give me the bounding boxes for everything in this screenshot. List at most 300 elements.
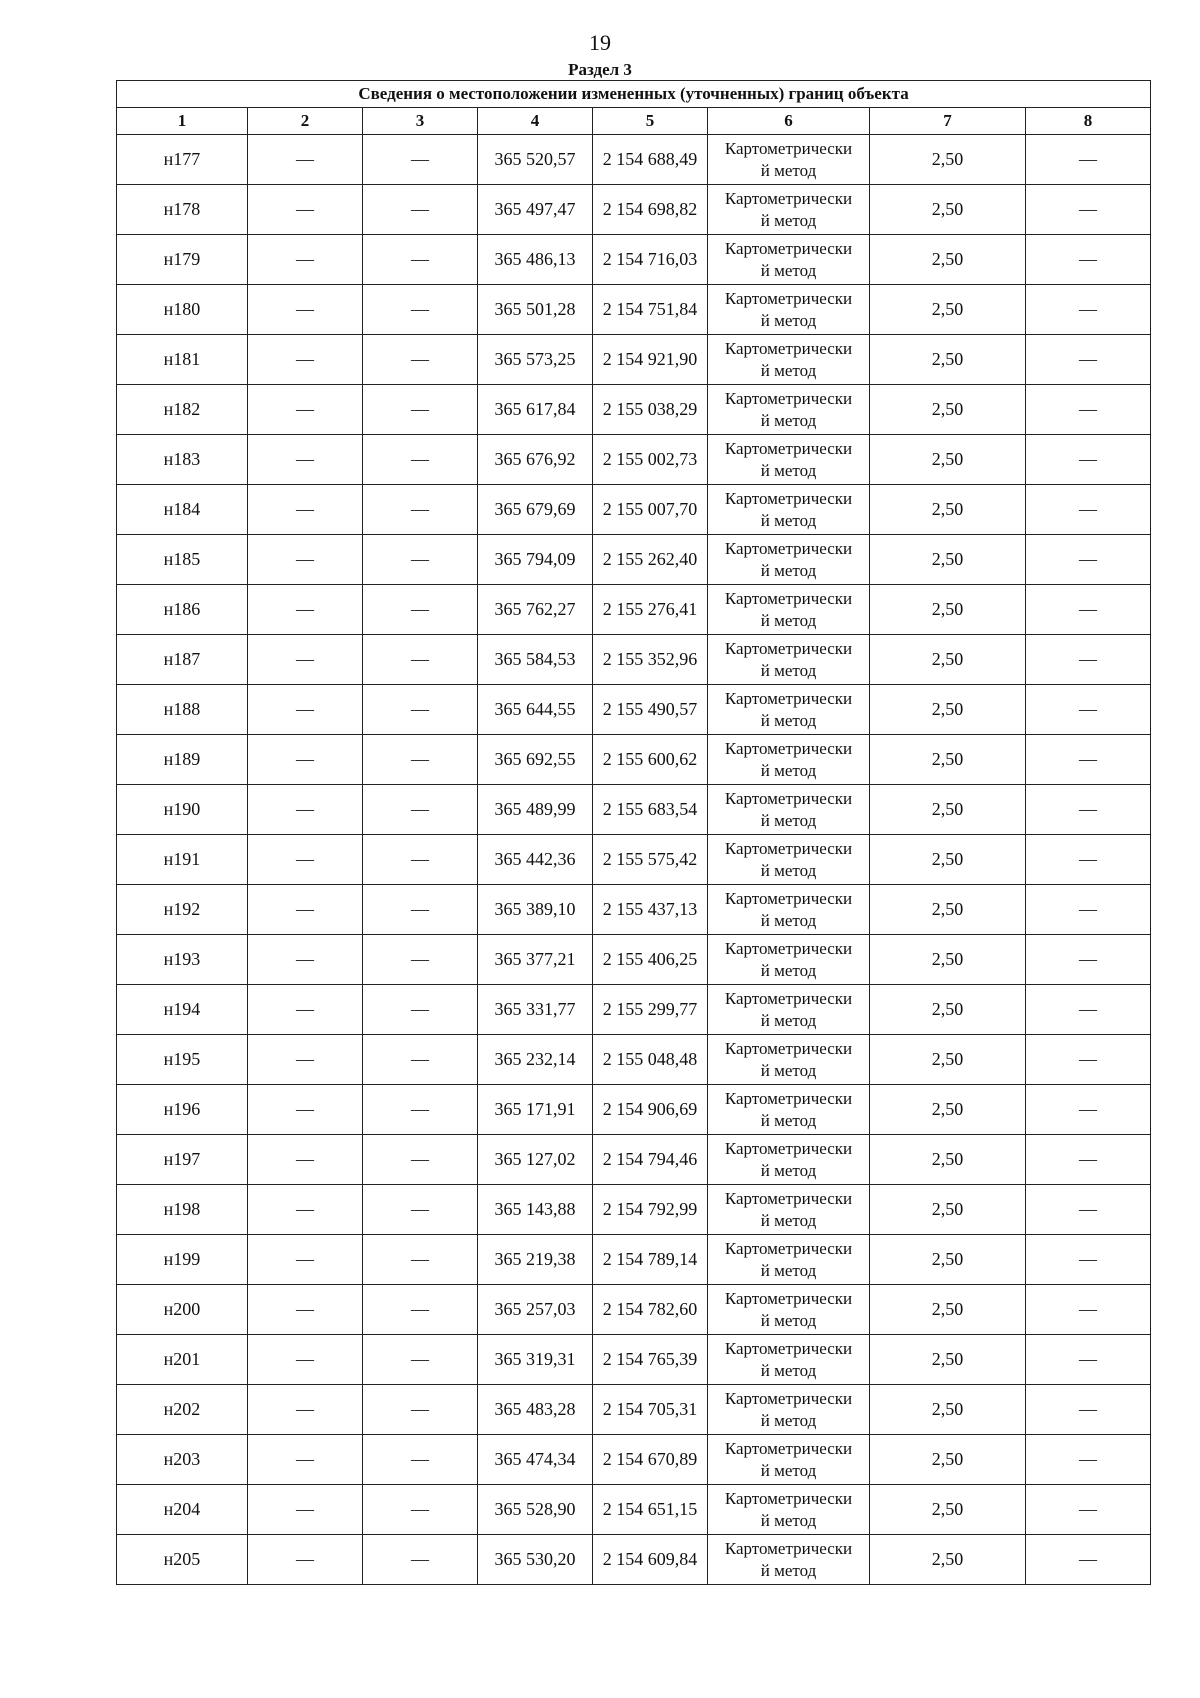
table-row <box>117 285 1151 335</box>
table-row <box>117 185 1151 235</box>
x-coordinate-cell: 365 679,69 <box>478 485 593 535</box>
col3-cell: — <box>363 785 478 835</box>
point-id-cell: н187 <box>117 635 248 685</box>
method-text: Картометрически <box>724 1388 853 1408</box>
method-cell <box>708 1085 870 1135</box>
col2-cell: — <box>248 1135 363 1185</box>
method-cell <box>708 1335 870 1385</box>
method-text: й метод <box>760 960 817 980</box>
point-id-cell: н178 <box>117 185 248 235</box>
col3-cell: — <box>363 485 478 535</box>
method-text: й метод <box>760 710 817 730</box>
point-id-cell: н177 <box>117 135 248 185</box>
method-cell <box>708 485 870 535</box>
method-text: й метод <box>760 660 817 680</box>
method-text: й метод <box>760 410 817 430</box>
method-text: й метод <box>760 160 817 180</box>
col8-cell: — <box>1026 335 1151 385</box>
col2-cell: — <box>248 685 363 735</box>
x-coordinate-cell: 365 573,25 <box>478 335 593 385</box>
method-text: й метод <box>760 510 817 530</box>
x-coordinate-cell: 365 644,55 <box>478 685 593 735</box>
point-id-cell: н197 <box>117 1135 248 1185</box>
column-number-4: 4 <box>478 108 593 135</box>
col2-cell: — <box>248 535 363 585</box>
x-coordinate-cell: 365 692,55 <box>478 735 593 785</box>
x-coordinate-cell: 365 794,09 <box>478 535 593 585</box>
col3-cell: — <box>363 1035 478 1085</box>
point-id-cell: н186 <box>117 585 248 635</box>
method-cell <box>708 1385 870 1435</box>
method-text: й метод <box>760 1510 817 1530</box>
y-coordinate-cell: 2 155 600,62 <box>593 735 708 785</box>
col3-cell: — <box>363 135 478 185</box>
method-cell <box>708 285 870 335</box>
col8-cell: — <box>1026 585 1151 635</box>
y-coordinate-cell: 2 155 683,54 <box>593 785 708 835</box>
precision-cell: 2,50 <box>870 1485 1026 1535</box>
col8-cell: — <box>1026 185 1151 235</box>
col3-cell: — <box>363 535 478 585</box>
precision-cell: 2,50 <box>870 335 1026 385</box>
x-coordinate-cell: 365 442,36 <box>478 835 593 885</box>
method-text: й метод <box>760 1010 817 1030</box>
column-number-7: 7 <box>870 108 1026 135</box>
table-row <box>117 585 1151 635</box>
table-row <box>117 335 1151 385</box>
column-number-3: 3 <box>363 108 478 135</box>
point-id-cell: н180 <box>117 285 248 335</box>
precision-cell: 2,50 <box>870 1235 1026 1285</box>
col2-cell: — <box>248 585 363 635</box>
method-text: й метод <box>760 1310 817 1330</box>
table-body <box>117 135 1151 1585</box>
col3-cell: — <box>363 1135 478 1185</box>
table-row <box>117 1535 1151 1585</box>
column-number-5: 5 <box>593 108 708 135</box>
col3-cell: — <box>363 1185 478 1235</box>
y-coordinate-cell: 2 154 789,14 <box>593 1235 708 1285</box>
method-text: Картометрически <box>724 638 853 658</box>
col8-cell: — <box>1026 1385 1151 1435</box>
col8-cell: — <box>1026 1235 1151 1285</box>
col8-cell: — <box>1026 985 1151 1035</box>
col2-cell: — <box>248 785 363 835</box>
table-row <box>117 385 1151 435</box>
col3-cell: — <box>363 885 478 935</box>
y-coordinate-cell: 2 155 575,42 <box>593 835 708 885</box>
col8-cell: — <box>1026 235 1151 285</box>
method-cell <box>708 1435 870 1485</box>
method-cell <box>708 835 870 885</box>
point-id-cell: н198 <box>117 1185 248 1235</box>
method-text: й метод <box>760 210 817 230</box>
col3-cell: — <box>363 735 478 785</box>
precision-cell: 2,50 <box>870 235 1026 285</box>
method-cell <box>708 1485 870 1535</box>
method-text: Картометрически <box>724 1238 853 1258</box>
col2-cell: — <box>248 1335 363 1385</box>
x-coordinate-cell: 365 127,02 <box>478 1135 593 1185</box>
precision-cell: 2,50 <box>870 285 1026 335</box>
x-coordinate-cell: 365 319,31 <box>478 1335 593 1385</box>
table-row <box>117 685 1151 735</box>
col8-cell: — <box>1026 1135 1151 1185</box>
col3-cell: — <box>363 1535 478 1585</box>
point-id-cell: н182 <box>117 385 248 435</box>
precision-cell: 2,50 <box>870 635 1026 685</box>
col3-cell: — <box>363 435 478 485</box>
col2-cell: — <box>248 935 363 985</box>
precision-cell: 2,50 <box>870 935 1026 985</box>
col3-cell: — <box>363 235 478 285</box>
table-row <box>117 885 1151 935</box>
col3-cell: — <box>363 685 478 735</box>
col8-cell: — <box>1026 1035 1151 1085</box>
precision-cell: 2,50 <box>870 585 1026 635</box>
table-row <box>117 535 1151 585</box>
col8-cell: — <box>1026 1285 1151 1335</box>
method-text: Картометрически <box>724 288 853 308</box>
point-id-cell: н200 <box>117 1285 248 1335</box>
x-coordinate-cell: 365 331,77 <box>478 985 593 1035</box>
method-text: й метод <box>760 1060 817 1080</box>
method-cell <box>708 985 870 1035</box>
method-text: Картометрически <box>724 188 853 208</box>
method-text: Картометрически <box>724 1338 853 1358</box>
col3-cell: — <box>363 935 478 985</box>
col8-cell: — <box>1026 385 1151 435</box>
col8-cell: — <box>1026 135 1151 185</box>
x-coordinate-cell: 365 257,03 <box>478 1285 593 1335</box>
col3-cell: — <box>363 1485 478 1535</box>
y-coordinate-cell: 2 155 490,57 <box>593 685 708 735</box>
precision-cell: 2,50 <box>870 435 1026 485</box>
method-cell <box>708 185 870 235</box>
col3-cell: — <box>363 1085 478 1135</box>
y-coordinate-cell: 2 154 651,15 <box>593 1485 708 1535</box>
table-row <box>117 1485 1151 1535</box>
y-coordinate-cell: 2 155 262,40 <box>593 535 708 585</box>
col3-cell: — <box>363 185 478 235</box>
column-number-6: 6 <box>708 108 870 135</box>
method-text: Картометрически <box>724 438 853 458</box>
page-number: 19 <box>589 30 611 55</box>
method-text: Картометрически <box>724 788 853 808</box>
precision-cell: 2,50 <box>870 1135 1026 1185</box>
method-text: Картометрически <box>724 1138 853 1158</box>
method-text: Картометрически <box>724 688 853 708</box>
y-coordinate-cell: 2 154 751,84 <box>593 285 708 335</box>
col3-cell: — <box>363 635 478 685</box>
precision-cell: 2,50 <box>870 885 1026 935</box>
col3-cell: — <box>363 585 478 635</box>
col2-cell: — <box>248 1535 363 1585</box>
y-coordinate-cell: 2 155 007,70 <box>593 485 708 535</box>
x-coordinate-cell: 365 171,91 <box>478 1085 593 1135</box>
col3-cell: — <box>363 835 478 885</box>
point-id-cell: н179 <box>117 235 248 285</box>
method-text: й метод <box>760 1160 817 1180</box>
section-title: Раздел 3 <box>568 60 632 79</box>
method-text: й метод <box>760 1260 817 1280</box>
col8-cell: — <box>1026 785 1151 835</box>
point-id-cell: н190 <box>117 785 248 835</box>
method-text: й метод <box>760 360 817 380</box>
col2-cell: — <box>248 435 363 485</box>
col8-cell: — <box>1026 435 1151 485</box>
method-cell <box>708 385 870 435</box>
x-coordinate-cell: 365 483,28 <box>478 1385 593 1435</box>
col2-cell: — <box>248 335 363 385</box>
precision-cell: 2,50 <box>870 1385 1026 1435</box>
col2-cell: — <box>248 1435 363 1485</box>
y-coordinate-cell: 2 155 406,25 <box>593 935 708 985</box>
col2-cell: — <box>248 735 363 785</box>
method-cell <box>708 235 870 285</box>
method-text: Картометрически <box>724 538 853 558</box>
col8-cell: — <box>1026 735 1151 785</box>
method-text: Картометрически <box>724 1438 853 1458</box>
point-id-cell: н194 <box>117 985 248 1035</box>
y-coordinate-cell: 2 154 716,03 <box>593 235 708 285</box>
point-id-cell: н195 <box>117 1035 248 1085</box>
method-text: Картометрически <box>724 838 853 858</box>
col3-cell: — <box>363 1235 478 1285</box>
table-row <box>117 435 1151 485</box>
method-text: й метод <box>760 460 817 480</box>
precision-cell: 2,50 <box>870 785 1026 835</box>
col3-cell: — <box>363 385 478 435</box>
method-text: й метод <box>760 1410 817 1430</box>
method-text: й метод <box>760 610 817 630</box>
method-text: Картометрически <box>724 888 853 908</box>
method-cell <box>708 1235 870 1285</box>
method-text: Картометрически <box>724 938 853 958</box>
col2-cell: — <box>248 985 363 1035</box>
col2-cell: — <box>248 1035 363 1085</box>
method-cell <box>708 535 870 585</box>
method-text: й метод <box>760 1460 817 1480</box>
col8-cell: — <box>1026 685 1151 735</box>
x-coordinate-cell: 365 377,21 <box>478 935 593 985</box>
col2-cell: — <box>248 1285 363 1335</box>
col2-cell: — <box>248 385 363 435</box>
x-coordinate-cell: 365 219,38 <box>478 1235 593 1285</box>
precision-cell: 2,50 <box>870 1535 1026 1585</box>
y-coordinate-cell: 2 154 792,99 <box>593 1185 708 1235</box>
y-coordinate-cell: 2 155 299,77 <box>593 985 708 1035</box>
point-id-cell: н185 <box>117 535 248 585</box>
point-id-cell: н202 <box>117 1385 248 1435</box>
method-text: Картометрически <box>724 1288 853 1308</box>
col8-cell: — <box>1026 1435 1151 1485</box>
method-cell <box>708 135 870 185</box>
table-row <box>117 1185 1151 1235</box>
method-cell <box>708 935 870 985</box>
col2-cell: — <box>248 835 363 885</box>
point-id-cell: н189 <box>117 735 248 785</box>
col2-cell: — <box>248 1485 363 1535</box>
method-cell <box>708 735 870 785</box>
col8-cell: — <box>1026 1485 1151 1535</box>
method-text: Картометрически <box>724 1038 853 1058</box>
precision-cell: 2,50 <box>870 835 1026 885</box>
table-row <box>117 235 1151 285</box>
method-cell <box>708 435 870 485</box>
precision-cell: 2,50 <box>870 385 1026 435</box>
table-row <box>117 1135 1151 1185</box>
method-cell <box>708 885 870 935</box>
point-id-cell: н181 <box>117 335 248 385</box>
x-coordinate-cell: 365 584,53 <box>478 635 593 685</box>
precision-cell: 2,50 <box>870 185 1026 235</box>
col2-cell: — <box>248 885 363 935</box>
col2-cell: — <box>248 1385 363 1435</box>
y-coordinate-cell: 2 155 352,96 <box>593 635 708 685</box>
method-cell <box>708 1035 870 1085</box>
col3-cell: — <box>363 285 478 335</box>
col3-cell: — <box>363 335 478 385</box>
method-text: й метод <box>760 860 817 880</box>
table-row <box>117 985 1151 1035</box>
y-coordinate-cell: 2 154 705,31 <box>593 1385 708 1435</box>
x-coordinate-cell: 365 528,90 <box>478 1485 593 1535</box>
column-number-row <box>117 108 1151 135</box>
x-coordinate-cell: 365 501,28 <box>478 285 593 335</box>
col2-cell: — <box>248 285 363 335</box>
column-number-8: 8 <box>1026 108 1151 135</box>
x-coordinate-cell: 365 676,92 <box>478 435 593 485</box>
col8-cell: — <box>1026 1535 1151 1585</box>
col8-cell: — <box>1026 535 1151 585</box>
col2-cell: — <box>248 1085 363 1135</box>
x-coordinate-cell: 365 617,84 <box>478 385 593 435</box>
x-coordinate-cell: 365 762,27 <box>478 585 593 635</box>
table-row <box>117 635 1151 685</box>
y-coordinate-cell: 2 155 276,41 <box>593 585 708 635</box>
point-id-cell: н191 <box>117 835 248 885</box>
col2-cell: — <box>248 1235 363 1285</box>
method-text: Картометрически <box>724 338 853 358</box>
method-text: Картометрически <box>724 1188 853 1208</box>
table-row <box>117 1235 1151 1285</box>
method-text: Картометрически <box>724 488 853 508</box>
x-coordinate-cell: 365 530,20 <box>478 1535 593 1585</box>
method-text: Картометрически <box>724 1088 853 1108</box>
col2-cell: — <box>248 1185 363 1235</box>
precision-cell: 2,50 <box>870 1035 1026 1085</box>
table-row <box>117 935 1151 985</box>
y-coordinate-cell: 2 154 782,60 <box>593 1285 708 1335</box>
precision-cell: 2,50 <box>870 1435 1026 1485</box>
point-id-cell: н184 <box>117 485 248 535</box>
col8-cell: — <box>1026 1335 1151 1385</box>
method-cell <box>708 585 870 635</box>
method-cell <box>708 335 870 385</box>
method-cell <box>708 785 870 835</box>
col2-cell: — <box>248 185 363 235</box>
method-text: Картометрически <box>724 1538 853 1558</box>
table-row <box>117 1335 1151 1385</box>
x-coordinate-cell: 365 520,57 <box>478 135 593 185</box>
point-id-cell: н196 <box>117 1085 248 1135</box>
y-coordinate-cell: 2 154 670,89 <box>593 1435 708 1485</box>
point-id-cell: н201 <box>117 1335 248 1385</box>
point-id-cell: н205 <box>117 1535 248 1585</box>
table-row <box>117 1085 1151 1135</box>
x-coordinate-cell: 365 474,34 <box>478 1435 593 1485</box>
table-row <box>117 1385 1151 1435</box>
table-row <box>117 1435 1151 1485</box>
y-coordinate-cell: 2 155 437,13 <box>593 885 708 935</box>
col3-cell: — <box>363 1335 478 1385</box>
col8-cell: — <box>1026 1085 1151 1135</box>
point-id-cell: н204 <box>117 1485 248 1535</box>
precision-cell: 2,50 <box>870 1335 1026 1385</box>
col8-cell: — <box>1026 1185 1151 1235</box>
col8-cell: — <box>1026 635 1151 685</box>
col8-cell: — <box>1026 885 1151 935</box>
point-id-cell: н192 <box>117 885 248 935</box>
x-coordinate-cell: 365 486,13 <box>478 235 593 285</box>
method-cell <box>708 1185 870 1235</box>
table-row <box>117 1285 1151 1335</box>
method-text: й метод <box>760 260 817 280</box>
method-text: й метод <box>760 910 817 930</box>
method-text: Картометрически <box>724 138 853 158</box>
method-text: й метод <box>760 1360 817 1380</box>
x-coordinate-cell: 365 389,10 <box>478 885 593 935</box>
method-text: Картометрически <box>724 388 853 408</box>
precision-cell: 2,50 <box>870 135 1026 185</box>
method-text: Картометрически <box>724 988 853 1008</box>
method-text: Картометрически <box>724 238 853 258</box>
x-coordinate-cell: 365 143,88 <box>478 1185 593 1235</box>
y-coordinate-cell: 2 154 609,84 <box>593 1535 708 1585</box>
col3-cell: — <box>363 1385 478 1435</box>
table-row <box>117 1035 1151 1085</box>
y-coordinate-cell: 2 154 921,90 <box>593 335 708 385</box>
table-row <box>117 485 1151 535</box>
method-text: й метод <box>760 1560 817 1580</box>
y-coordinate-cell: 2 154 698,82 <box>593 185 708 235</box>
table-title: Сведения о местоположении измененных (уточненных) границ объекта <box>117 81 1151 108</box>
column-number-1: 1 <box>117 108 248 135</box>
method-cell <box>708 1535 870 1585</box>
y-coordinate-cell: 2 154 765,39 <box>593 1335 708 1385</box>
y-coordinate-cell: 2 154 688,49 <box>593 135 708 185</box>
precision-cell: 2,50 <box>870 985 1026 1035</box>
method-cell <box>708 1135 870 1185</box>
x-coordinate-cell: 365 497,47 <box>478 185 593 235</box>
method-text: Картометрически <box>724 588 853 608</box>
y-coordinate-cell: 2 155 048,48 <box>593 1035 708 1085</box>
point-id-cell: н183 <box>117 435 248 485</box>
boundary-coordinates-table <box>116 80 1151 1585</box>
method-text: й метод <box>760 810 817 830</box>
col8-cell: — <box>1026 485 1151 535</box>
method-text: й метод <box>760 560 817 580</box>
precision-cell: 2,50 <box>870 535 1026 585</box>
table-row <box>117 835 1151 885</box>
method-cell <box>708 635 870 685</box>
method-text: Картометрически <box>724 738 853 758</box>
col2-cell: — <box>248 485 363 535</box>
precision-cell: 2,50 <box>870 685 1026 735</box>
y-coordinate-cell: 2 155 038,29 <box>593 385 708 435</box>
point-id-cell: н193 <box>117 935 248 985</box>
